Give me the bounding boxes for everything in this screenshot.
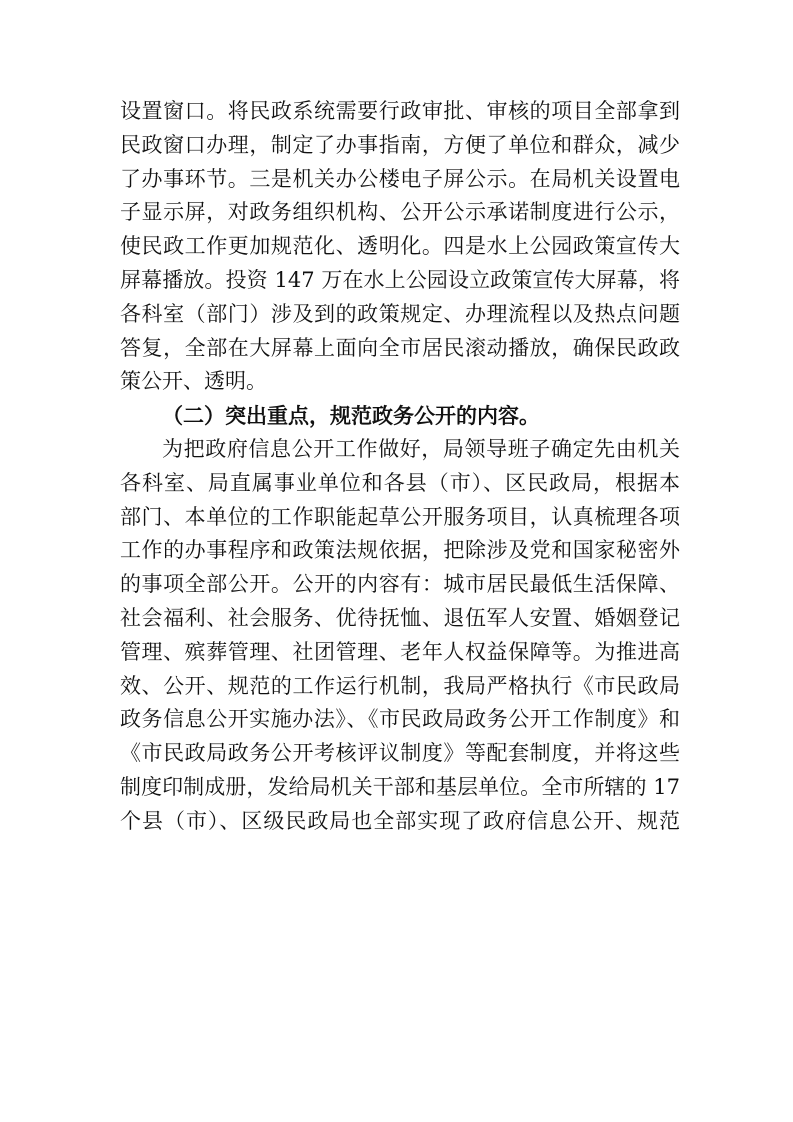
text-line: 各科室（部门）涉及到的政策规定、办理流程以及热点问题 xyxy=(120,301,680,326)
text-line: 效、公开、规范的工作运行机制，我局严格执行《市民政局 xyxy=(120,673,680,698)
paragraph-first-line: 为把政府信息公开工作做好，局领导班子确定先由机关 xyxy=(162,436,680,461)
text-line: 部门、本单位的工作职能起草公开服务项目，认真梳理各项 xyxy=(120,504,680,529)
text-line: 民政窗口办理，制定了办事指南，方便了单位和群众，减少 xyxy=(120,132,680,157)
text-line: 制度印制成册，发给局机关干部和基层单位。全市所辖的 17 xyxy=(120,774,680,799)
text-line: 政务信息公开实施办法》、《市民政局政务公开工作制度》和 xyxy=(120,707,680,732)
text-line: 《市民政局政务公开考核评议制度》等配套制度，并将这些 xyxy=(120,741,680,766)
document-body xyxy=(120,95,680,839)
text-line: 屏幕播放。投资 147 万在水上公园设立政策宣传大屏幕，将 xyxy=(120,267,680,292)
text-line: 策公开、透明。 xyxy=(120,369,267,394)
text-line: 管理、殡葬管理、社团管理、老年人权益保障等。为推进高 xyxy=(120,639,680,664)
section-heading: （二）突出重点，规范政务公开的内容。 xyxy=(162,403,540,429)
text-line: 社会福利、社会服务、优待抚恤、退伍军人安置、婚姻登记 xyxy=(120,605,680,630)
text-line: 工作的办事程序和政策法规依据，把除涉及党和国家秘密外 xyxy=(120,538,680,563)
text-line: 答复，全部在大屏幕上面向全市居民滚动播放，确保民政政 xyxy=(120,335,680,360)
text-line: 各科室、局直属事业单位和各县（市）、区民政局，根据本 xyxy=(120,470,680,495)
text-line: 了办事环节。三是机关办公楼电子屏公示。在局机关设置电 xyxy=(120,166,680,191)
text-line: 设置窗口。将民政系统需要行政审批、审核的项目全部拿到 xyxy=(120,99,680,123)
text-line: 子显示屏，对政务组织机构、公开公示承诺制度进行公示， xyxy=(120,200,680,225)
text-line: 的事项全部公开。公开的内容有：城市居民最低生活保障、 xyxy=(120,572,680,597)
text-line: 个县（市）、区级民政局也全部实现了政府信息公开、规范 xyxy=(120,808,680,833)
text-line: 使民政工作更加规范化、透明化。四是水上公园政策宣传大 xyxy=(120,234,680,259)
